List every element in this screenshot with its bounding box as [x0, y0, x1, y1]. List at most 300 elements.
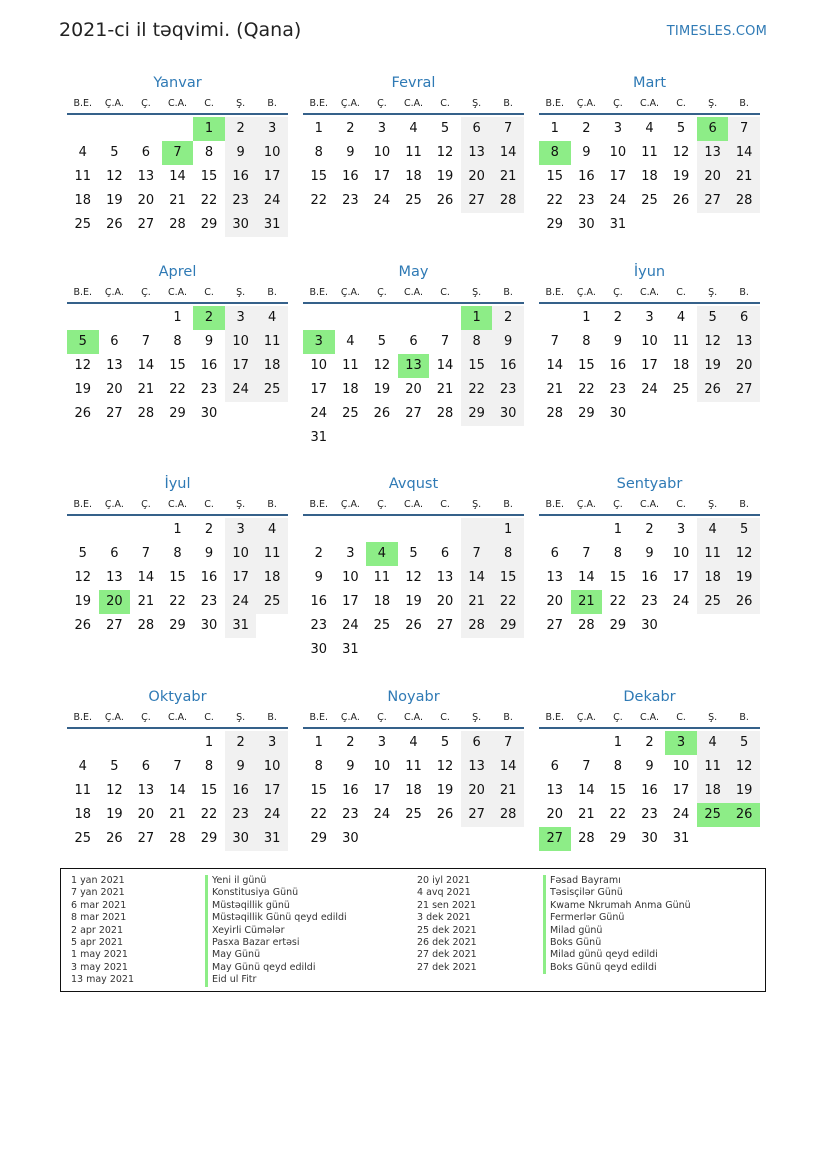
day-cell: 7	[582, 546, 591, 561]
weekday-label: Ş.	[708, 98, 718, 109]
day-cell: 27	[137, 831, 155, 846]
day-cell: 22	[310, 193, 328, 208]
month-block	[303, 72, 524, 213]
day-cell: 15	[609, 783, 627, 798]
legend-holiday-name: Milad günü	[543, 925, 691, 937]
day-cell: 1	[492, 518, 524, 542]
month-block	[303, 261, 524, 450]
empty-day-cell	[335, 426, 367, 450]
legend-names-left	[205, 875, 347, 987]
day-cell: 30	[492, 402, 524, 426]
month-name: Avqust	[388, 476, 439, 492]
day-cell: 8	[204, 759, 214, 774]
day-cell: 18	[342, 382, 359, 397]
weekday-header	[303, 708, 524, 729]
month-block	[539, 72, 760, 237]
day-cell: 11	[74, 169, 92, 184]
day-cell: 23	[200, 382, 218, 397]
day-cell: 18	[405, 783, 422, 798]
legend-holiday-name: Müstəqillik Günü qeyd edildi	[205, 912, 347, 924]
day-cell: 4	[256, 306, 288, 330]
day-cell: 9	[613, 334, 623, 349]
empty-day-cell	[366, 638, 398, 662]
day-cell: 18	[373, 594, 391, 609]
day-cell: 5	[440, 121, 450, 136]
day-cell: 10	[256, 141, 288, 165]
day-cell: 21	[728, 165, 760, 189]
weekday-label: Ş.	[236, 287, 246, 298]
legend-holiday-date: 13 may 2021	[71, 974, 135, 986]
day-cell: 24	[225, 378, 257, 402]
day-cell: 12	[436, 759, 454, 774]
day-cell: 3	[665, 731, 697, 755]
day-cell: 19	[405, 594, 422, 609]
day-cell: 27	[106, 618, 123, 633]
day-cell: 7	[461, 542, 493, 566]
weekday-header	[539, 94, 760, 115]
day-cell: 9	[346, 145, 355, 160]
month-block	[67, 72, 288, 237]
day-cell: 15	[200, 783, 218, 798]
day-cell: 13	[398, 354, 430, 378]
weekday-label: C.	[676, 712, 686, 723]
day-cell: 16	[641, 570, 658, 585]
day-cell: 17	[225, 566, 257, 590]
day-cell: 21	[137, 594, 155, 609]
day-cell: 18	[697, 779, 729, 803]
day-cell: 19	[106, 807, 123, 822]
day-cell: 22	[169, 594, 186, 609]
day-cell: 10	[672, 546, 690, 561]
legend-holiday-name: Kwame Nkrumah Anma Günü	[543, 900, 691, 912]
empty-day-cell	[67, 518, 99, 542]
day-cell: 25	[405, 193, 422, 208]
day-cell: 18	[74, 807, 92, 822]
empty-day-cell	[571, 518, 603, 542]
day-cell: 4	[366, 542, 398, 566]
day-cell: 20	[697, 165, 729, 189]
legend-holiday-name: Təsisçilər Günü	[543, 887, 691, 899]
empty-day-cell	[634, 402, 666, 426]
weekday-label: C.	[204, 287, 214, 298]
day-cell: 1	[461, 306, 493, 330]
page-title: 2021-ci il təqvimi. (Qana)	[59, 19, 302, 41]
empty-day-cell	[461, 518, 493, 542]
day-cell: 16	[310, 594, 328, 609]
empty-day-cell	[697, 213, 729, 237]
day-cell: 3	[256, 117, 288, 141]
empty-day-cell	[697, 614, 729, 638]
weekday-header	[67, 495, 288, 516]
weekday-label: C.A.	[403, 287, 423, 298]
day-cell: 17	[256, 779, 288, 803]
day-cell: 8	[173, 546, 182, 561]
empty-day-cell	[67, 731, 99, 755]
month-name: Sentyabr	[616, 476, 683, 492]
legend-holiday-date: 27 dek 2021	[417, 949, 477, 961]
day-cell: 14	[578, 783, 595, 798]
day-cell: 13	[546, 783, 564, 798]
day-cell: 6	[141, 759, 151, 774]
weekday-label: Ç.	[613, 287, 623, 298]
day-cell: 2	[645, 735, 654, 750]
legend-holiday-date: 25 dek 2021	[417, 924, 477, 936]
day-cell: 3	[303, 330, 335, 354]
empty-day-cell	[728, 402, 760, 426]
day-cell: 27	[436, 618, 454, 633]
weekday-label: B.	[739, 287, 749, 298]
day-cell: 19	[74, 594, 92, 609]
weekday-label: C.	[440, 287, 450, 298]
day-cell: 9	[225, 141, 257, 165]
brand-link[interactable]: TIMESLES.COM	[666, 24, 767, 39]
month-block	[67, 686, 288, 851]
day-cell: 28	[169, 217, 186, 232]
month-block	[67, 473, 288, 638]
empty-day-cell	[99, 731, 131, 755]
month-name: Yanvar	[153, 75, 202, 91]
day-cell: 12	[373, 358, 391, 373]
empty-day-cell	[256, 402, 288, 426]
empty-day-cell	[728, 213, 760, 237]
weekday-label: C.A.	[639, 287, 659, 298]
weekday-label: B.E.	[309, 287, 329, 298]
day-cell: 29	[578, 406, 595, 421]
day-cell: 11	[373, 570, 391, 585]
empty-day-cell	[539, 518, 571, 542]
day-cell: 4	[256, 518, 288, 542]
day-cell: 19	[373, 382, 391, 397]
day-cell: 23	[641, 594, 658, 609]
day-cell: 27	[546, 618, 564, 633]
weekday-label: B.E.	[73, 499, 93, 510]
weekday-label: B.E.	[545, 499, 565, 510]
month-block	[539, 261, 760, 426]
day-cell: 8	[314, 145, 323, 160]
day-cell: 24	[672, 807, 690, 822]
day-cell: 30	[578, 217, 595, 232]
day-cell: 27	[461, 189, 493, 213]
weekday-header	[303, 495, 524, 516]
day-cell: 7	[173, 759, 182, 774]
weekday-label: C.	[676, 98, 686, 109]
weekday-label: Ç.	[613, 98, 623, 109]
day-cell: 6	[728, 306, 760, 330]
legend-holiday-name: May Günü qeyd edildi	[205, 962, 347, 974]
weekday-label: B.	[503, 98, 513, 109]
day-cell: 11	[697, 542, 729, 566]
day-cell: 21	[571, 590, 603, 614]
empty-day-cell	[665, 402, 697, 426]
legend-holiday-date: 2 apr 2021	[71, 924, 124, 936]
empty-day-cell	[130, 117, 162, 141]
day-cell: 12	[697, 330, 729, 354]
day-cell: 29	[609, 618, 627, 633]
day-cell: 4	[645, 121, 654, 136]
day-cell: 5	[67, 330, 99, 354]
day-cell: 17	[256, 165, 288, 189]
day-cell: 13	[461, 141, 493, 165]
day-cell: 20	[106, 382, 123, 397]
day-cell: 17	[310, 382, 328, 397]
legend-holiday-date: 7 yan 2021	[71, 887, 125, 899]
weekday-label: B.	[267, 712, 277, 723]
day-cell: 22	[169, 382, 186, 397]
legend-holiday-name: Xeyirli Cümələr	[205, 925, 347, 937]
day-cell: 21	[546, 382, 564, 397]
weekday-label: Ç.A.	[576, 98, 596, 109]
empty-day-cell	[429, 638, 461, 662]
day-cell: 24	[256, 803, 288, 827]
day-cell: 6	[550, 546, 559, 561]
day-cell: 18	[256, 566, 288, 590]
empty-day-cell	[303, 306, 335, 330]
day-cell: 23	[342, 807, 359, 822]
day-cell: 20	[137, 193, 155, 208]
weekday-label: B.	[267, 499, 277, 510]
day-cell: 28	[492, 803, 524, 827]
weekday-label: B.E.	[73, 98, 93, 109]
day-cell: 27	[137, 217, 155, 232]
day-cell: 23	[492, 378, 524, 402]
day-cell: 7	[162, 141, 194, 165]
weekday-label: B.	[739, 499, 749, 510]
day-cell: 17	[609, 169, 627, 184]
legend-holiday-date: 6 mar 2021	[71, 899, 127, 911]
day-cell: 16	[342, 169, 359, 184]
day-cell: 25	[74, 217, 92, 232]
day-cell: 17	[373, 783, 391, 798]
month-block	[539, 686, 760, 851]
day-cell: 17	[342, 594, 359, 609]
day-cell: 21	[137, 382, 155, 397]
day-cell: 6	[110, 546, 119, 561]
day-cell: 10	[256, 755, 288, 779]
weekday-label: Ç.	[141, 712, 151, 723]
day-cell: 17	[641, 358, 658, 373]
day-cell: 6	[440, 546, 450, 561]
day-cell: 14	[169, 783, 186, 798]
day-cell: 18	[74, 193, 92, 208]
day-cell: 1	[314, 121, 323, 136]
day-cell: 2	[225, 731, 257, 755]
day-cell: 29	[492, 614, 524, 638]
day-cell: 12	[74, 570, 92, 585]
day-cell: 29	[169, 618, 186, 633]
day-cell: 5	[110, 759, 119, 774]
day-cell: 14	[546, 358, 564, 373]
weekday-label: Ç.	[613, 499, 623, 510]
day-cell: 28	[578, 618, 595, 633]
day-cell: 6	[110, 334, 119, 349]
day-cell: 15	[609, 570, 627, 585]
weekday-label: B.	[267, 287, 277, 298]
day-grid	[67, 115, 288, 237]
day-cell: 13	[728, 330, 760, 354]
day-cell: 1	[173, 522, 182, 537]
day-cell: 9	[346, 759, 355, 774]
day-cell: 28	[137, 618, 155, 633]
day-cell: 26	[106, 831, 123, 846]
day-grid	[539, 516, 760, 638]
empty-day-cell	[492, 827, 524, 851]
weekday-label: B.	[739, 98, 749, 109]
day-cell: 29	[200, 831, 218, 846]
weekday-label: B.E.	[309, 98, 329, 109]
weekday-label: Ç.A.	[340, 287, 360, 298]
day-cell: 22	[546, 193, 564, 208]
day-cell: 14	[436, 358, 454, 373]
day-cell: 4	[346, 334, 355, 349]
day-cell: 19	[728, 779, 760, 803]
weekday-label: C.A.	[639, 712, 659, 723]
empty-day-cell	[461, 827, 493, 851]
weekday-label: C.	[440, 98, 450, 109]
day-cell: 21	[461, 590, 493, 614]
day-cell: 1	[204, 735, 214, 750]
weekday-label: Ç.	[141, 98, 151, 109]
day-cell: 18	[256, 354, 288, 378]
day-cell: 15	[169, 570, 186, 585]
weekday-label: B.	[267, 98, 277, 109]
day-cell: 10	[672, 759, 690, 774]
day-cell: 30	[225, 213, 257, 237]
day-cell: 14	[728, 141, 760, 165]
empty-day-cell	[697, 827, 729, 851]
legend-holiday-name: Yeni il günü	[205, 875, 347, 887]
day-cell: 20	[461, 779, 493, 803]
empty-day-cell	[461, 638, 493, 662]
day-cell: 8	[173, 334, 182, 349]
weekday-label: B.E.	[545, 98, 565, 109]
day-cell: 29	[310, 831, 328, 846]
day-cell: 24	[609, 193, 627, 208]
day-cell: 27	[106, 406, 123, 421]
day-cell: 31	[310, 430, 328, 445]
day-cell: 29	[546, 217, 564, 232]
day-cell: 23	[225, 189, 257, 213]
day-cell: 25	[697, 803, 729, 827]
day-cell: 11	[672, 334, 690, 349]
month-name: May	[398, 264, 429, 280]
day-cell: 11	[74, 783, 92, 798]
day-cell: 4	[697, 731, 729, 755]
day-cell: 27	[405, 406, 422, 421]
day-cell: 28	[436, 406, 454, 421]
day-cell: 12	[74, 358, 92, 373]
legend-dates-left	[71, 875, 134, 987]
day-cell: 5	[78, 546, 87, 561]
day-cell: 2	[582, 121, 591, 136]
day-cell: 10	[609, 145, 627, 160]
month-block	[539, 473, 760, 638]
empty-day-cell	[398, 518, 430, 542]
day-cell: 6	[461, 731, 493, 755]
legend-holiday-date: 8 mar 2021	[71, 912, 127, 924]
weekday-header	[303, 94, 524, 115]
day-cell: 3	[613, 121, 623, 136]
day-cell: 29	[200, 217, 218, 232]
day-cell: 5	[697, 306, 729, 330]
month-name: Fevral	[391, 75, 436, 91]
day-cell: 18	[697, 566, 729, 590]
weekday-label: Ş.	[472, 499, 482, 510]
day-cell: 31	[225, 614, 257, 638]
month-name: Mart	[632, 75, 667, 91]
day-cell: 4	[676, 310, 686, 325]
day-cell: 16	[225, 165, 257, 189]
month-name: İyun	[633, 264, 666, 280]
day-cell: 20	[546, 807, 564, 822]
day-cell: 12	[728, 755, 760, 779]
day-cell: 21	[578, 807, 595, 822]
day-cell: 8	[204, 145, 214, 160]
empty-day-cell	[303, 518, 335, 542]
day-cell: 20	[436, 594, 454, 609]
day-cell: 21	[169, 193, 186, 208]
day-cell: 12	[106, 169, 123, 184]
legend-names-right	[543, 875, 691, 974]
weekday-label: Ç.A.	[340, 98, 360, 109]
day-cell: 7	[492, 731, 524, 755]
legend-holiday-date: 3 dek 2021	[417, 912, 471, 924]
day-cell: 2	[346, 121, 355, 136]
day-cell: 9	[582, 145, 591, 160]
day-cell: 14	[578, 570, 595, 585]
empty-day-cell	[99, 518, 131, 542]
day-cell: 6	[141, 145, 151, 160]
day-cell: 15	[200, 169, 218, 184]
empty-day-cell	[429, 518, 461, 542]
day-cell: 13	[137, 169, 155, 184]
day-cell: 5	[728, 518, 760, 542]
day-cell: 22	[200, 807, 218, 822]
day-cell: 11	[405, 145, 422, 160]
month-block	[303, 473, 524, 662]
day-cell: 19	[74, 382, 92, 397]
day-cell: 30	[200, 618, 218, 633]
day-cell: 25	[405, 807, 422, 822]
weekday-header	[67, 94, 288, 115]
day-cell: 26	[436, 193, 454, 208]
day-cell: 1	[193, 117, 225, 141]
day-cell: 22	[461, 378, 493, 402]
month-block	[67, 261, 288, 426]
day-cell: 23	[609, 382, 627, 397]
weekday-label: C.	[440, 499, 450, 510]
day-cell: 22	[609, 807, 627, 822]
weekday-header	[67, 283, 288, 304]
day-cell: 7	[440, 334, 450, 349]
day-cell: 19	[436, 169, 454, 184]
day-cell: 31	[609, 217, 627, 232]
day-cell: 3	[225, 518, 257, 542]
weekday-label: Ş.	[472, 287, 482, 298]
day-cell: 12	[106, 783, 123, 798]
day-cell: 11	[405, 759, 422, 774]
empty-day-cell	[225, 402, 257, 426]
weekday-label: Ç.A.	[104, 287, 124, 298]
day-cell: 5	[440, 735, 450, 750]
day-cell: 5	[110, 145, 119, 160]
weekday-label: Ç.A.	[104, 499, 124, 510]
legend-holiday-name: Eid ul Fitr	[205, 974, 347, 986]
day-cell: 6	[461, 117, 493, 141]
legend-holiday-name: Müstəqillik günü	[205, 900, 347, 912]
day-grid	[303, 304, 524, 450]
day-cell: 17	[373, 169, 391, 184]
day-cell: 25	[342, 406, 359, 421]
